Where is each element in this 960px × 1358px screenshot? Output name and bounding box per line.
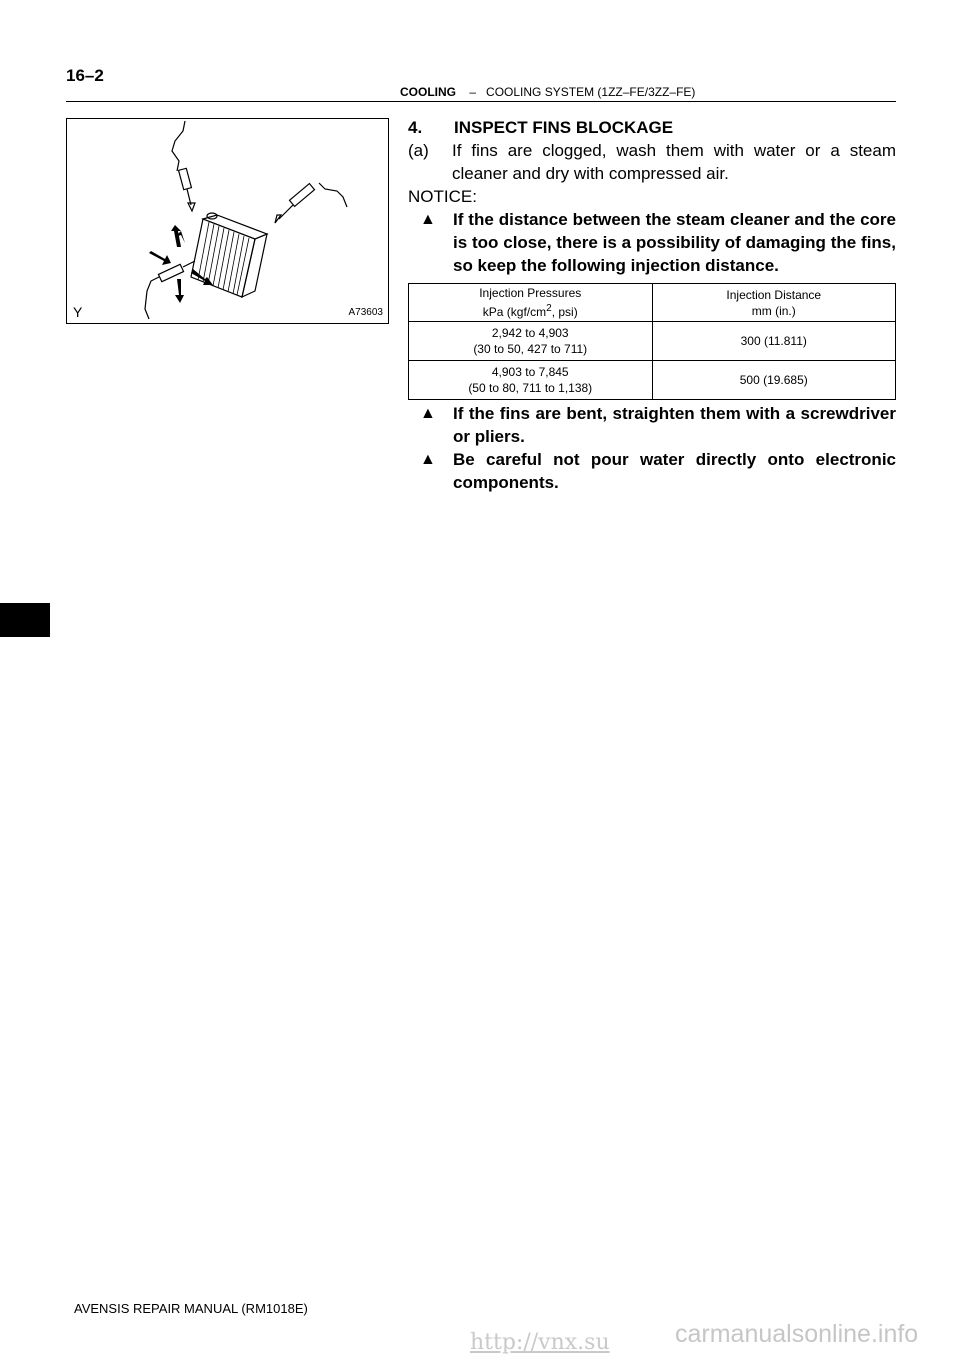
notice-bullet — [408, 208, 896, 277]
notice-bullet-text: If the distance between the steam cleaner and the core is too close, there is a possibility of damaging the fins, so keep the following injection distance. — [453, 210, 896, 275]
pressure-cell — [409, 361, 653, 400]
table-header-row — [409, 284, 896, 322]
header-subsection: COOLING SYSTEM (1ZZ–FE/3ZZ–FE) — [486, 85, 696, 99]
distance-cell: 500 (19.685) — [652, 361, 896, 400]
header-distance-unit: mm (in.) — [751, 303, 796, 318]
step-heading — [408, 116, 896, 139]
right-steam-nozzle — [275, 183, 347, 223]
step-title: INSPECT FINS BLOCKAGE — [454, 118, 674, 137]
step-number: 4. — [408, 118, 423, 137]
running-header — [400, 85, 695, 99]
distance-cell: 300 (11.811) — [652, 322, 896, 361]
header-pressure-unit: kPa (kgf/cm — [482, 305, 547, 319]
pressure-value: 2,942 to 4,903 — [491, 326, 569, 340]
page-number: 16–2 — [66, 66, 104, 85]
radiator-core — [191, 213, 267, 297]
pressure-cell — [409, 322, 653, 361]
watermark-site: carmanualsonline.info — [675, 1320, 919, 1348]
table-row — [409, 361, 896, 400]
figure-mark: Y — [73, 304, 83, 320]
header-rule — [66, 101, 896, 102]
upper-steam-nozzle — [172, 121, 195, 211]
table-row — [409, 322, 896, 361]
radiator-illustration — [66, 118, 389, 324]
header-pressure-title: Injection Pressures — [479, 286, 582, 300]
warning-triangle-icon: ▲ — [420, 451, 436, 468]
direction-arrows — [149, 225, 213, 303]
pressure-value-alt: (30 to 50, 427 to 711) — [473, 342, 588, 356]
notice-bullet-text: Be careful not pour water directly onto electronic components. — [453, 450, 896, 492]
lower-steam-nozzle — [145, 261, 195, 319]
substep-label: (a) — [408, 141, 429, 160]
notice-continued — [408, 402, 896, 494]
notice-bullet — [408, 402, 896, 448]
section-thumb-tab — [0, 603, 50, 637]
footer-manual-title: AVENSIS REPAIR MANUAL (RM1018E) — [74, 1301, 308, 1316]
header-distance-title: Injection Distance — [726, 287, 822, 302]
notice-label: NOTICE: — [408, 187, 477, 206]
radiator-cleaning-drawing — [67, 119, 387, 322]
injection-distance-table — [408, 283, 896, 400]
pressure-value: 4,903 to 7,845 — [491, 365, 569, 379]
substep-a — [408, 139, 896, 185]
header-pressure-unit-end: , psi) — [551, 305, 578, 319]
warning-triangle-icon: ▲ — [420, 405, 436, 422]
substep-text: If fins are clogged, wash them with water or a steam cleaner and dry with compressed air. — [452, 141, 896, 183]
pressure-value-alt: (50 to 80, 711 to 1,138) — [468, 381, 593, 395]
notice-bullet-text: If the fins are bent, straighten them with a screwdriver or pliers. — [453, 404, 896, 446]
procedure-text — [408, 116, 896, 277]
warning-triangle-icon: ▲ — [420, 211, 436, 228]
table-header-pressure — [409, 284, 653, 322]
header-separator: – — [469, 85, 477, 99]
notice-bullet — [408, 448, 896, 494]
header-section: COOLING — [400, 85, 456, 99]
watermark-url[interactable]: http://vnx.su — [470, 1330, 610, 1355]
header-pressure-superscript: 2 — [546, 303, 552, 314]
figure-code: A73603 — [348, 307, 383, 318]
table-header-distance — [652, 284, 896, 322]
